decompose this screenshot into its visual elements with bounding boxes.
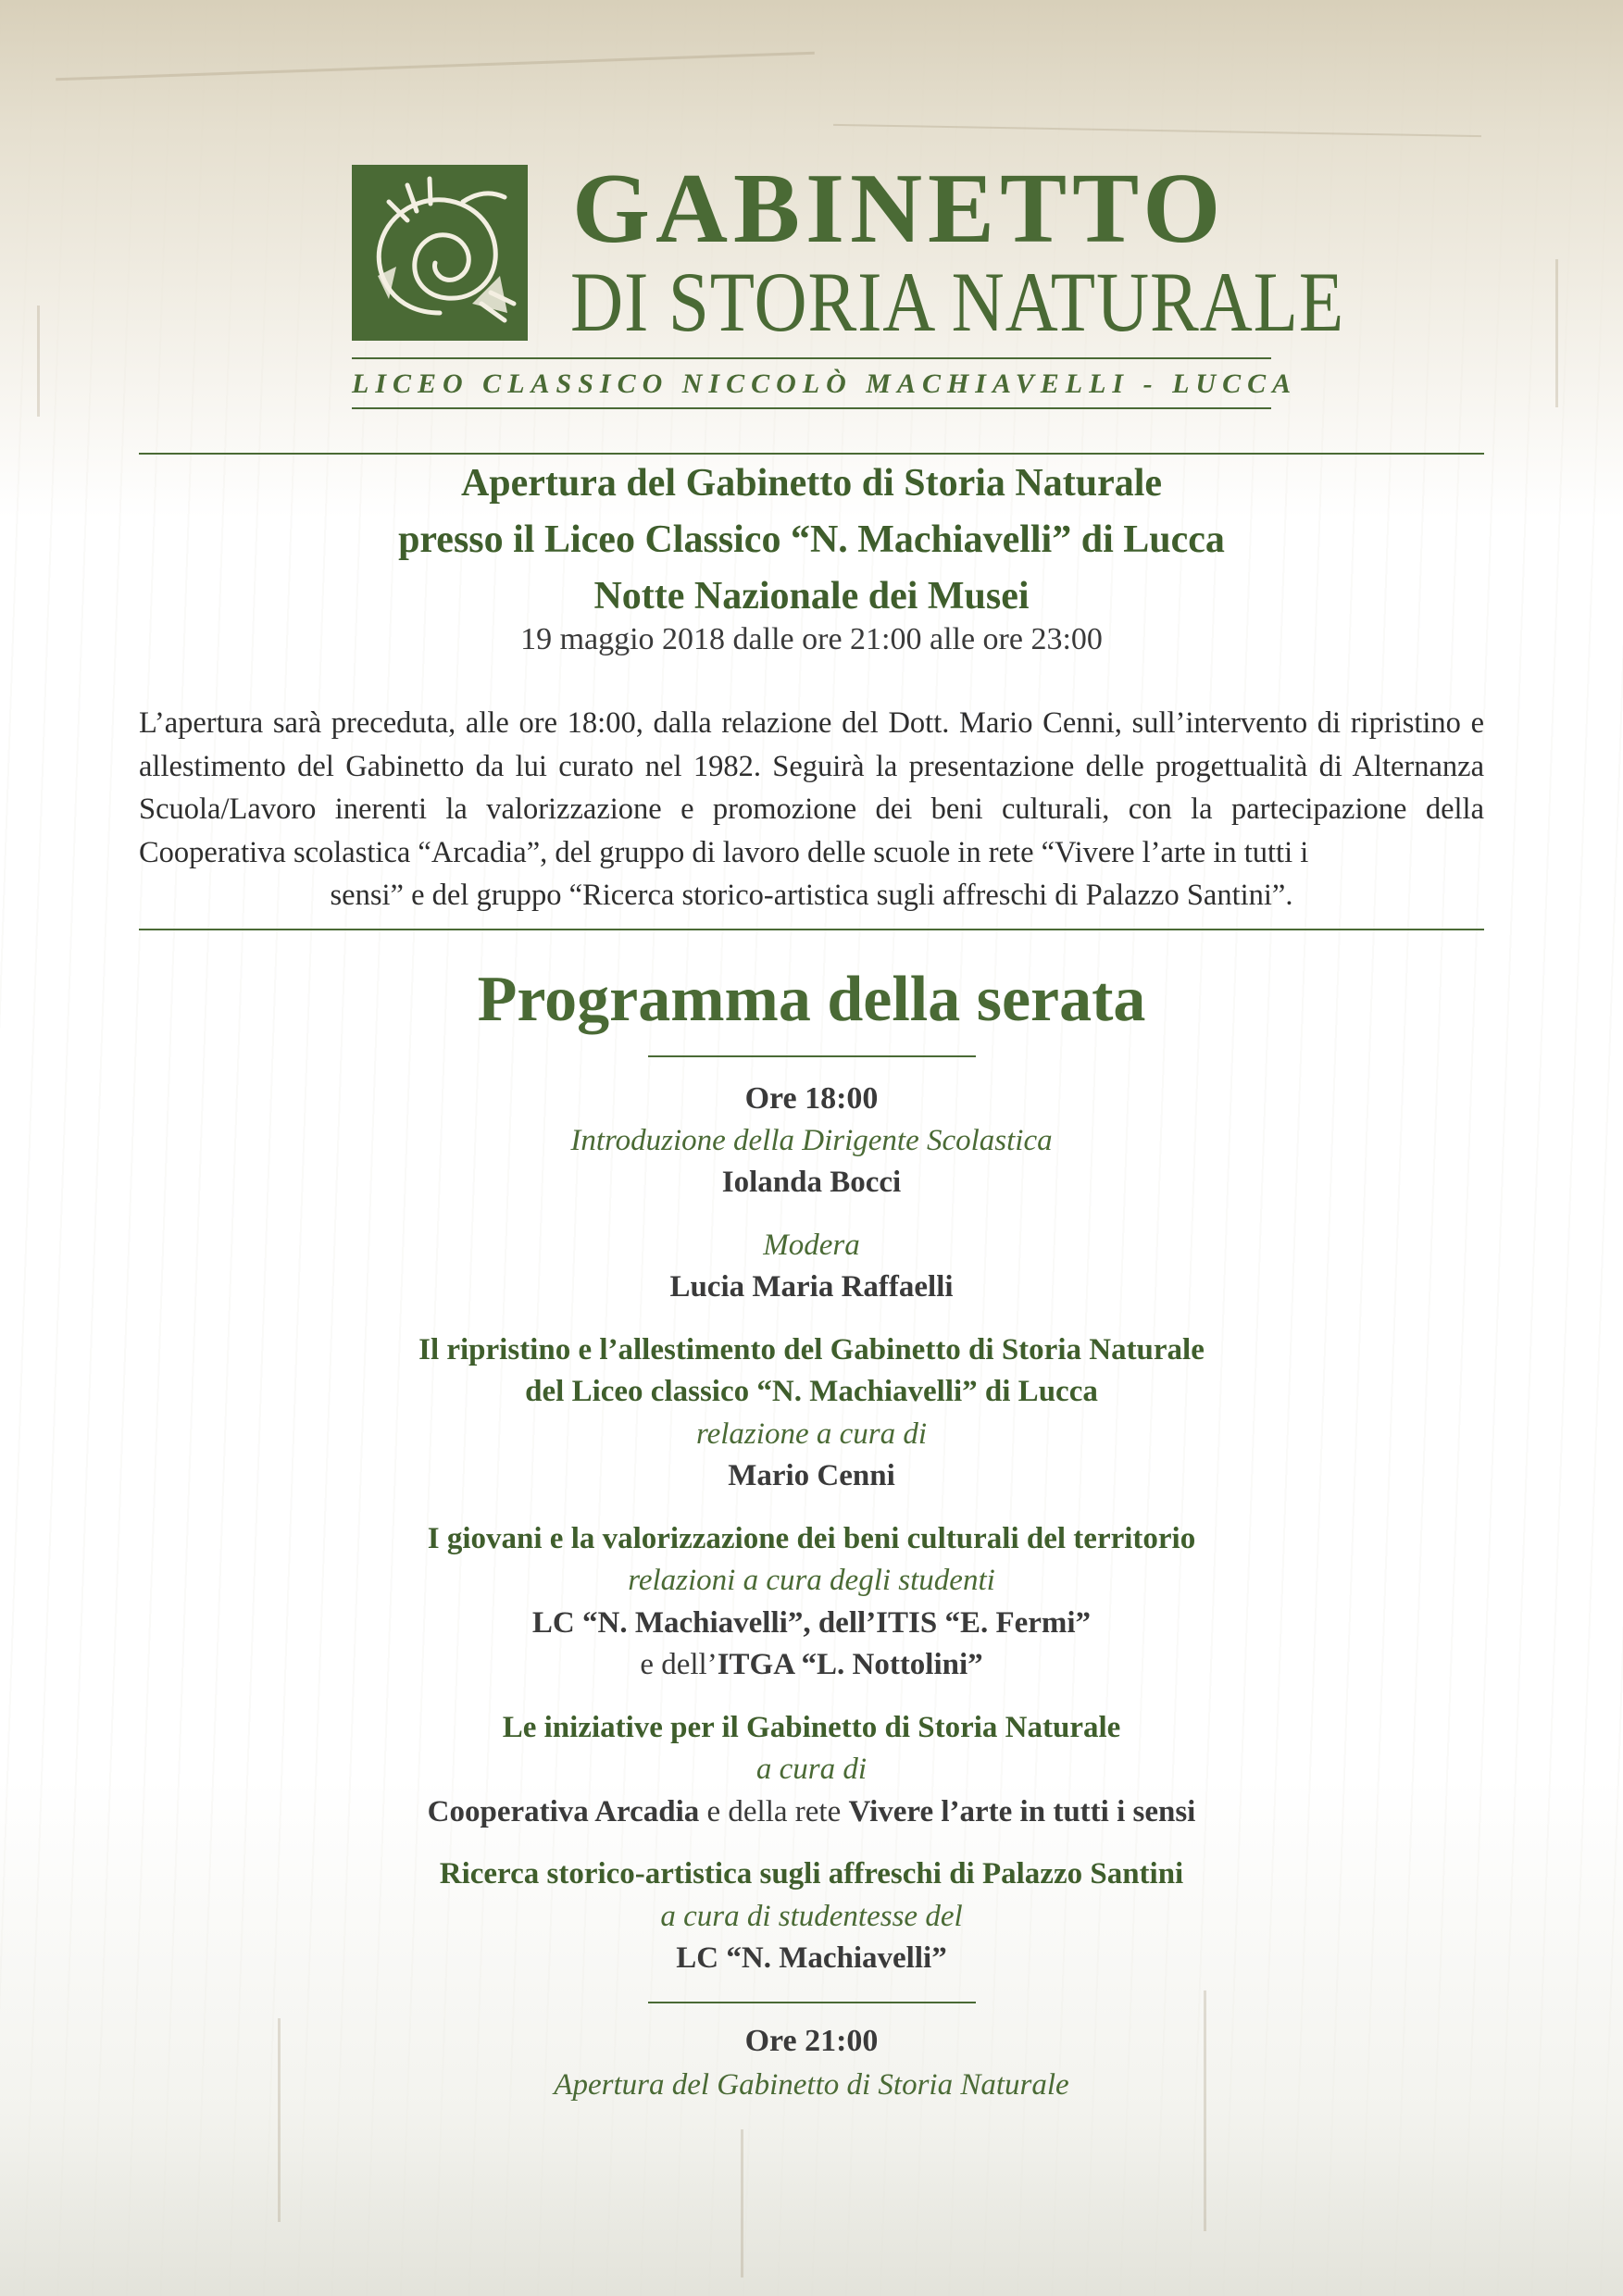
talk-topic: I giovani e la valorizzazione dei beni culturali del territorio: [427, 1521, 1196, 1555]
cooperative-name: Cooperativa Arcadia: [427, 1794, 700, 1828]
connector-text: e della rete: [699, 1794, 849, 1828]
speaker-name: Iolanda Bocci: [721, 1166, 902, 1199]
intro-body: L’apertura sarà preceduta, alle ore 18:00, dalla relazione del Dott. Mario Cenni, sull’intervento di ripristino e allestimento del Gabinetto da lui curato nel 1982. Seguirà la presentazione delle progettualità di Alternanza Scuola/Lavoro inerenti la valorizzazione e promozione dei beni culturali, con la partecipazione della Cooperativa scolastica “Arcadia”, del gruppo di lavoro delle scuole in rete “Vivere l’arte in tutti i: [139, 706, 1484, 869]
talk-topic: Ricerca storico-artistica sugli affreschi di Palazzo Santini: [439, 1857, 1184, 1890]
intro-last-line: sensi” e del gruppo “Ricerca storico-artistica sugli affreschi di Palazzo Santini”.: [330, 879, 1293, 912]
logo-subtitle: DI STORIA NATURALE: [570, 255, 1345, 349]
program-end-divider: [648, 2002, 976, 2003]
speaker-name: LC “N. Machiavelli”: [676, 1941, 947, 1975]
speaker-name: Mario Cenni: [728, 1459, 895, 1492]
speaker-name: Lucia Maria Raffaelli: [669, 1270, 954, 1304]
time-label: Ore 18:00: [744, 1081, 879, 1116]
ammonite-emblem-icon: [352, 165, 528, 341]
connector-text: e dell’: [640, 1648, 718, 1681]
role-label: Apertura del Gabinetto di Storia Naturale: [554, 2068, 1069, 2102]
speaker-name: LC “N. Machiavelli”, dell’ITIS “E. Fermi”: [531, 1605, 1092, 1640]
role-label: Introduzione della Dirigente Scolastica: [570, 1123, 1053, 1157]
speaker-name-line: [0, 1644, 1623, 1687]
logo-rule-bottom: [352, 407, 1271, 409]
talk-topic: Il ripristino e l’allestimento del Gabinetto di Storia Naturale: [418, 1332, 1205, 1366]
role-label: Modera: [763, 1228, 860, 1262]
school-name: ITGA “L. Nottolini”: [717, 1648, 983, 1681]
program-title-underline: [648, 1055, 976, 1057]
museum-logo: [352, 154, 1345, 411]
speaker-name-line: [0, 1791, 1623, 1834]
role-label: a cura di studentesse del: [660, 1899, 963, 1933]
event-date: 19 maggio 2018 dalle ore 21:00 alle ore 23:00: [520, 622, 1103, 656]
divider-top: [139, 453, 1484, 455]
program-title: Programma della serata: [477, 964, 1146, 1035]
program-schedule: [0, 1078, 1623, 1980]
role-label: relazioni a cura degli studenti: [628, 1564, 995, 1597]
network-name: Vivere l’arte in tutti i sensi: [848, 1794, 1196, 1828]
logo-tagline: LICEO CLASSICO NICCOLÒ MACHIAVELLI - LUCCA: [352, 368, 1298, 399]
intro-paragraph: [139, 702, 1484, 917]
heading-line-1: Apertura del Gabinetto di Storia Naturale: [460, 462, 1163, 505]
heading-line-2: presso il Liceo Classico “N. Machiavelli” di Lucca: [398, 518, 1225, 561]
role-label: a cura di: [755, 1753, 868, 1786]
logo-title: GABINETTO: [572, 154, 1227, 264]
divider-middle: [139, 929, 1484, 930]
time-label: Ore 21:00: [744, 2024, 879, 2058]
talk-topic: Le iniziative per il Gabinetto di Storia Naturale: [502, 1710, 1121, 1744]
talk-topic: del Liceo classico “N. Machiavelli” di Lucca: [525, 1375, 1098, 1408]
role-label: relazione a cura di: [696, 1416, 927, 1451]
heading-line-3: Notte Nazionale dei Musei: [593, 575, 1030, 618]
logo-rule-top: [352, 357, 1271, 359]
